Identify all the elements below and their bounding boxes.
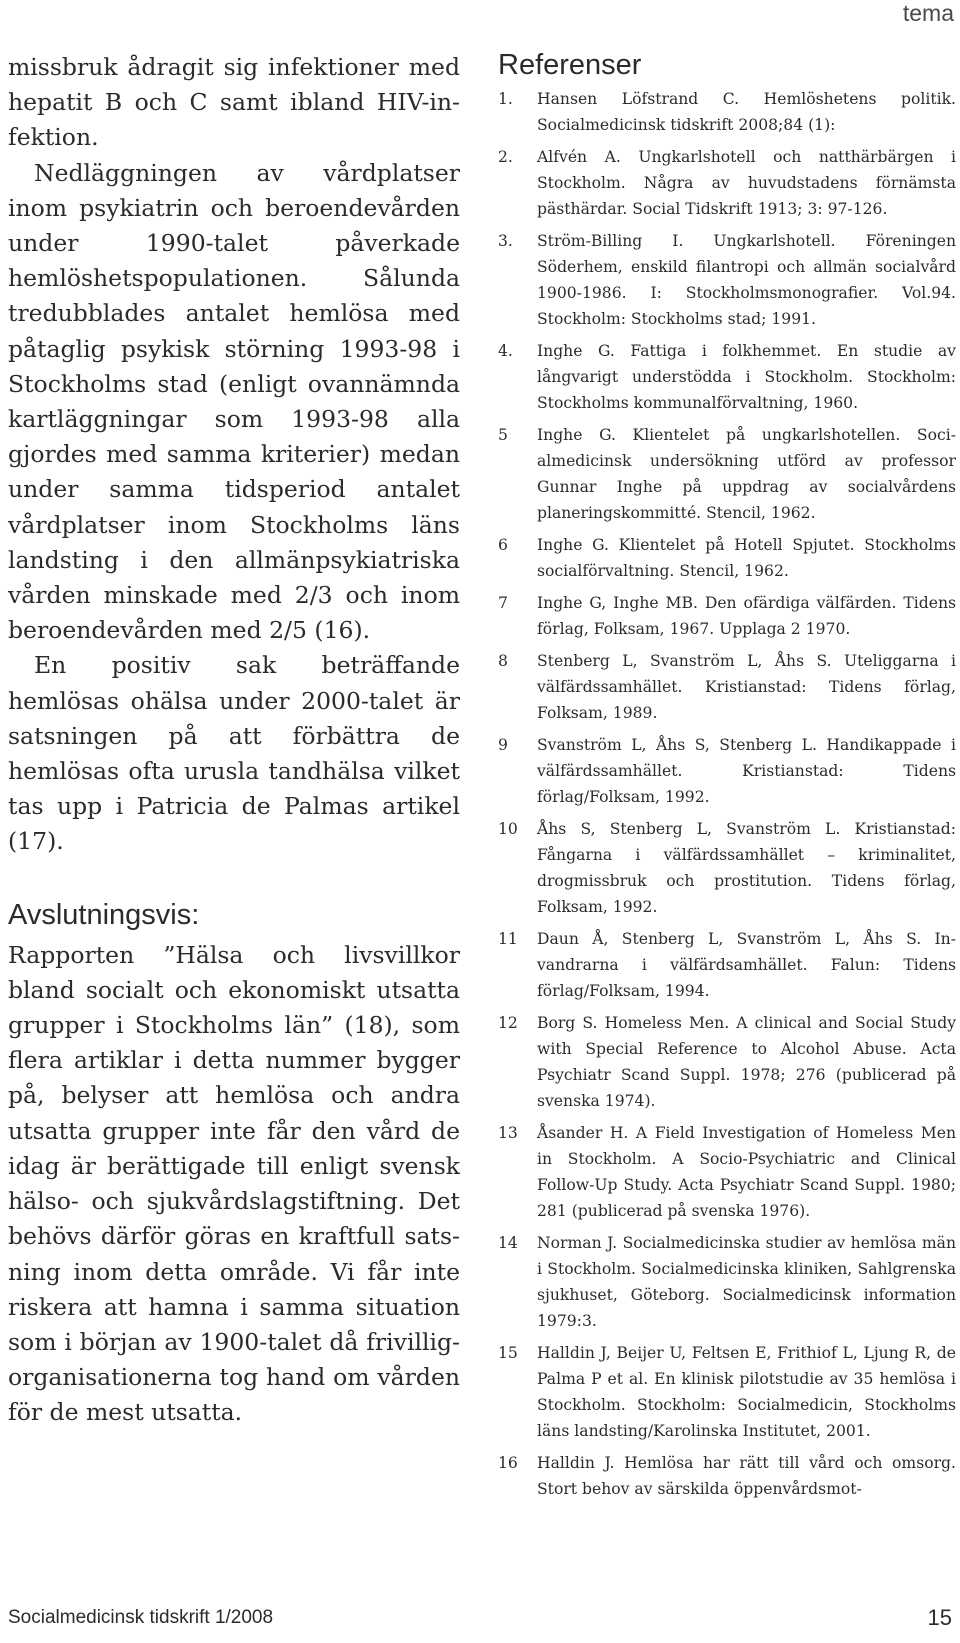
section-heading: Avslutningsvis: [8, 898, 200, 931]
reference-text: Norman J. Socialmedicinska studier av hemlösa män i Stockholm. Socialmedicinska kliniken, Sahlgrenska sjukhuset, Göteborg. Socialmedicinsk information 1979:3. [537, 1234, 956, 1330]
reference-item [498, 590, 956, 642]
reference-item [498, 228, 956, 332]
reference-number: 6 [498, 536, 508, 554]
reference-number: 15 [498, 1344, 518, 1362]
reference-item [498, 816, 956, 920]
reference-item [498, 422, 956, 526]
reference-text: Daun Å, Stenberg L, Svanström L, Åhs S. Invandrarna i välfärdsamhället. Falun: Tidens förlag/Folksam, 1994. [537, 930, 956, 1000]
reference-text: Stenberg L, Svanström L, Åhs S. Uteliggarna i välfärdssamhället. Kristianstad: Tidens förlag, Folksam, 1989. [537, 652, 956, 722]
reference-text: Åhs S, Stenberg L, Svanström L. Kristianstad: Fångarna i välfärdssamhället – kriminalitet, drogmissbruk och prostitution. Tidens förlag, Folksam, 1992. [537, 820, 956, 916]
reference-text: Alfvén A. Ungkarlshotell och natthärbärgen i Stockholm. Några av huvudstadens förnämsta pästhärdar. Social Tidskrift 1913; 3: 97-126. [537, 148, 956, 218]
reference-number: 14 [498, 1234, 518, 1252]
reference-item [498, 144, 956, 222]
reference-text: Halldin J. Hemlösa har rätt till vård och omsorg. Stort behov av särskilda öppenvårdsmot- [537, 1454, 956, 1498]
reference-number: 9 [498, 736, 508, 754]
reference-text: Svanström L, Åhs S, Stenberg L. Handikappade i välfärdssamhället. Kristianstad: Tidens förlag/Folksam, 1992. [537, 736, 956, 806]
reference-text: Borg S. Homeless Men. A clinical and Social Study with Special Reference to Alcohol Abuse. Acta Psychiatr Scand Suppl. 1978; 276 (publicerad på svenska 1974). [537, 1014, 956, 1110]
closing-paragraph: Rapporten ”Hälsa och livsvillkor bland socialt och ekonomiskt utsatta grupper i Stockholms län” (18), som flera artiklar i detta nummer bygger på, belyser att hemlösa och andra utsatta grupper inte får den vård de idag är berättigade till enligt svensk hälso- och sjukvårdslagstiftning. Det behövs därför göras en kraftfull satsning inom detta område. Vi får inte riskera att hamna i samma situation som i början av 1900-talet då frivilligorganisationerna tog hand om vården för de mest utsatta. [8, 940, 460, 1427]
reference-number: 10 [498, 820, 518, 838]
reference-text: Inghe G, Inghe MB. Den ofärdiga välfärden. Tidens förlag, Folksam, 1967. Upplaga 2 1970. [537, 594, 956, 638]
reference-item [498, 1450, 956, 1502]
reference-item [498, 1010, 956, 1114]
reference-number: 1. [498, 90, 513, 108]
reference-text: Åsander H. A Field Investigation of Homeless Men in Stockholm. A Socio-Psychiatric and Clinical Follow-Up Study. Acta Psychiatr Scand Suppl. 1980; 281 (publicerad på svenska 1976). [537, 1124, 956, 1220]
reference-text: Ström-Billing I. Ungkarlshotell. Föreningen Söderhem, enskild filantropi och allmän socialvård 1900-1986. I: Stockholmsmonografier. Vol.94. Stockholm: Stockholms stad; 1991. [537, 232, 956, 328]
reference-number: 12 [498, 1014, 518, 1032]
section-tag: tema [902, 0, 954, 26]
reference-number: 3. [498, 232, 513, 250]
reference-item [498, 1120, 956, 1224]
body-paragraph: missbruk ådragit sig infektioner med hepatit B och C samt ibland HIV-infektion. [8, 53, 460, 152]
reference-item [498, 732, 956, 810]
reference-number: 4. [498, 342, 513, 360]
page-number: 15 [927, 1605, 952, 1630]
reference-text: Halldin J, Beijer U, Feltsen E, Frithiof L, Ljung R, de Palma P et al. En klinisk pilotstudie av 35 hemlösa i Stockholm. Stockholm: Socialmedicin, Stockholms läns landsting/Karolinska Institutet, 2001. [537, 1344, 956, 1440]
references-heading: Referenser [498, 49, 642, 81]
reference-text: Hansen Löfstrand C. Hemlöshetens politik. Socialmedicinsk tidskrift 2008;84 (1): [537, 90, 956, 134]
references-column [498, 48, 956, 1508]
footer-journal-name: Socialmedicinsk tidskrift 1/2008 [8, 1607, 274, 1628]
reference-item [498, 1230, 956, 1334]
reference-number: 7 [498, 594, 508, 612]
reference-item [498, 338, 956, 416]
reference-item [498, 532, 956, 584]
reference-number: 2. [498, 148, 513, 166]
reference-item [498, 1340, 956, 1444]
reference-number: 5 [498, 426, 508, 444]
left-column [8, 50, 460, 1431]
reference-number: 8 [498, 652, 508, 670]
reference-number: 16 [498, 1454, 518, 1472]
reference-item [498, 86, 956, 138]
body-paragraph: Nedläggningen av vårdplatser inom psykiatrin och beroendevården under 1990-talet påverkade hemlöshetspopulationen. Sålunda tredubblades antalet hemlösa med påtaglig psykisk störning 1993-98 i Stockholms stad (enligt ovannämnda kartläggningar som 1993-98 alla gjordes med samma kriterier) medan under samma tidsperiod antalet vårdplatser inom Stockholms läns landsting i den allmänpsykiatriska vården minskade med 2/3 och inom beroendevården med 2/5 (16). [8, 158, 460, 645]
reference-number: 11 [498, 930, 518, 948]
reference-number: 13 [498, 1124, 518, 1142]
reference-text: Inghe G. Klientelet på Hotell Spjutet. Stockholms socialförvaltning. Stencil, 1962. [537, 536, 956, 580]
reference-text: Inghe G. Fattiga i folkhemmet. En studie av långvarigt understödda i Stockholm. Stockholm: Stockholms kommunalförvaltning, 1960. [537, 342, 956, 412]
reference-item [498, 926, 956, 1004]
reference-list [498, 86, 956, 1502]
reference-text: Inghe G. Klientelet på ungkarlshotellen. Socialmedicinsk undersökning utförd av professor Gunnar Inghe på uppdrag av socialvårdens planeringskommitté. Stencil, 1962. [537, 426, 956, 522]
body-paragraph: En positiv sak beträffande hemlösas ohälsa under 2000-talet är satsningen på att förbättra de hemlösas ofta urusla tandhälsa vilket tas upp i Patricia de Palmas artikel (17). [8, 651, 460, 856]
reference-item [498, 648, 956, 726]
